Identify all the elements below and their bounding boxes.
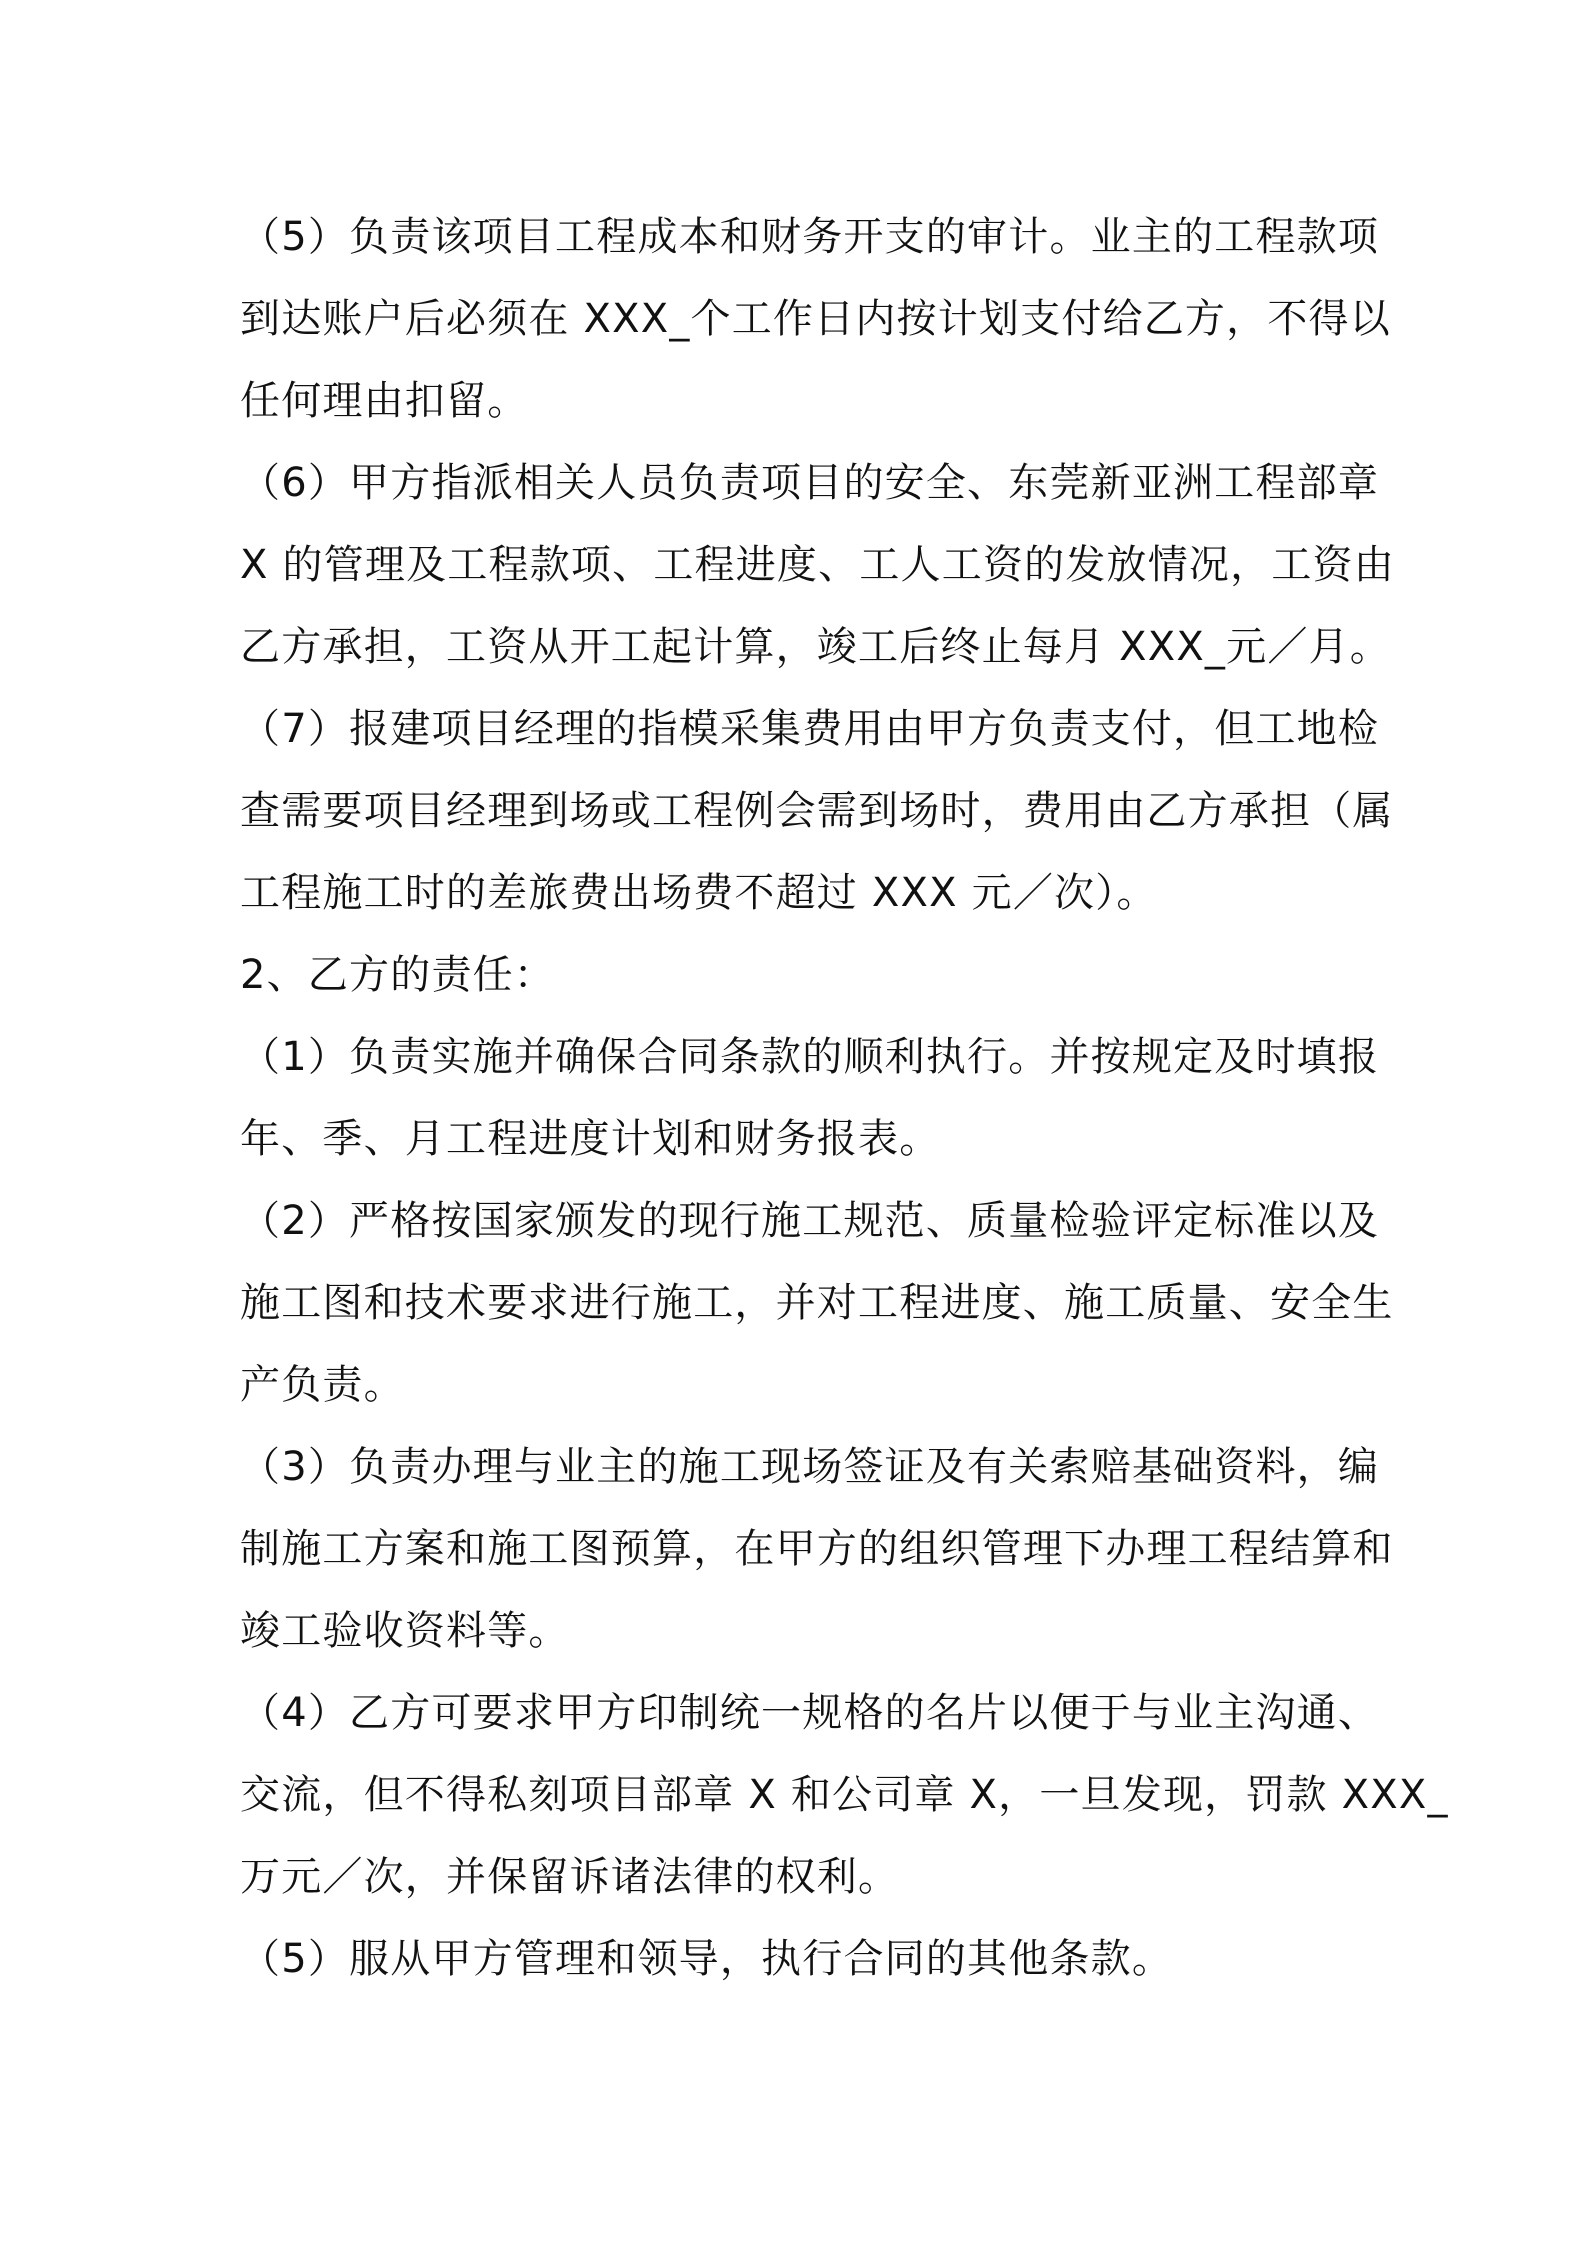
text-line: （6）甲方指派相关人员负责项目的安全、东莞新亚洲工程部章 xyxy=(240,460,1380,506)
text-line: 竣工验收资料等。 xyxy=(240,1608,570,1654)
text-line: X 的管理及工程款项、工程进度、工人工资的发放情况，工资由 xyxy=(240,542,1395,588)
text-line: 年、季、月工程进度计划和财务报表。 xyxy=(240,1116,941,1162)
text-line: （5）负责该项目工程成本和财务开支的审计。业主的工程款项 xyxy=(240,214,1380,260)
text-line: 产负责。 xyxy=(240,1362,405,1408)
text-line: 工程施工时的差旅费出场费不超过 XXX 元／次）。 xyxy=(240,870,1158,916)
paragraph-site-visa-claims xyxy=(240,1426,1394,1672)
paragraph-obey-management xyxy=(240,1918,1360,2000)
text-line: 交流，但不得私刻项目部章 X 和公司章 X，一旦发现，罚款 XXX_ xyxy=(240,1772,1449,1818)
text-line: （4）乙方可要求甲方印制统一规格的名片以便于与业主沟通、 xyxy=(240,1690,1380,1736)
document-body xyxy=(240,196,1449,2000)
paragraph-fingerprint-fees xyxy=(240,688,1394,934)
text-line: 查需要项目经理到场或工程例会需到场时，费用由乙方承担（属 xyxy=(240,788,1394,834)
paragraph-construction-standards xyxy=(240,1180,1394,1426)
text-line: （2）严格按国家颁发的现行施工规范、质量检验评定标准以及 xyxy=(240,1198,1380,1244)
text-line: （3）负责办理与业主的施工现场签证及有关索赔基础资料，编 xyxy=(240,1444,1380,1490)
text-line: 任何理由扣留。 xyxy=(240,378,529,424)
paragraph-audit-payment xyxy=(240,196,1391,442)
text-line: （5）服从甲方管理和领导，执行合同的其他条款。 xyxy=(240,1936,1174,1982)
text-line: 乙方承担，工资从开工起计算，竣工后终止每月 XXX_元／月。 xyxy=(240,624,1391,670)
paragraph-party-a-personnel xyxy=(240,442,1395,688)
section-heading-party-b-duties xyxy=(240,934,1360,1016)
text-line: 施工图和技术要求进行施工，并对工程进度、施工质量、安全生 xyxy=(240,1280,1394,1326)
text-line: 万元／次，并保留诉诸法律的权利。 xyxy=(240,1854,900,1900)
text-line: 到达账户后必须在 XXX_个工作日内按计划支付给乙方，不得以 xyxy=(240,296,1391,342)
text-line: （1）负责实施并确保合同条款的顺利执行。并按规定及时填报 xyxy=(240,1034,1380,1080)
paragraph-business-cards-seals xyxy=(240,1672,1449,1918)
section-heading: 2、乙方的责任： xyxy=(240,952,556,998)
text-line: 制施工方案和施工图预算，在甲方的组织管理下办理工程结算和 xyxy=(240,1526,1394,1572)
text-line: （7）报建项目经理的指模采集费用由甲方负责支付，但工地检 xyxy=(240,706,1380,752)
paragraph-contract-execution xyxy=(240,1016,1380,1180)
